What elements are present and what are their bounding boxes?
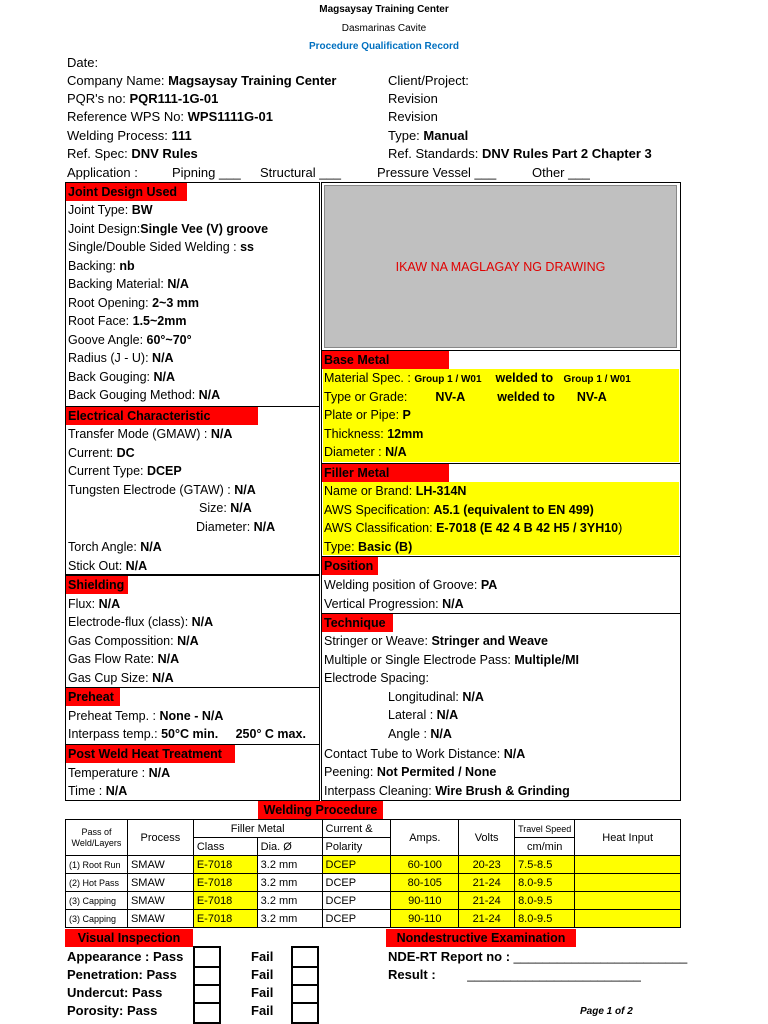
back-gouging-method-row: Back Gouging Method: N/A xyxy=(68,388,221,402)
lateral-row: Lateral : N/A xyxy=(388,708,459,722)
drawing-placeholder xyxy=(324,185,677,348)
table-row xyxy=(66,892,681,910)
pwht-title: Post Weld Heat Treatment xyxy=(66,745,235,763)
cell-polarity: DCEP xyxy=(322,892,391,910)
angle-row: Angle : N/A xyxy=(388,727,452,741)
porosity-fail-checkbox[interactable] xyxy=(291,1002,319,1024)
type-grade-row: Type or Grade: NV-A welded to NV-A xyxy=(324,390,607,404)
base-metal-section xyxy=(321,350,681,464)
document-title: Procedure Qualification Record xyxy=(308,41,460,52)
cell-process: SMAW xyxy=(127,910,193,928)
penetration-pass-label: Penetration: Pass xyxy=(67,967,177,982)
header-location: Dasmarinas Cavite xyxy=(341,23,427,34)
aws-classification-row: AWS Classification: E-7018 (E 42 4 B 42 H5 / 3YH10) xyxy=(324,521,623,535)
appearance-fail-checkbox[interactable] xyxy=(291,946,319,968)
header-process: Process xyxy=(127,820,193,856)
appearance-pass-label: Appearance : Pass xyxy=(67,949,184,964)
stringer-weave-row: Stringer or Weave: Stringer and Weave xyxy=(324,634,548,648)
cell-dia: 3.2 mm xyxy=(257,892,322,910)
cell-amps: 90-110 xyxy=(391,892,459,910)
root-face-row: Root Face: 1.5~2mm xyxy=(68,314,187,328)
flux-row: Flux: N/A xyxy=(68,597,121,611)
interpass-cleaning-row: Interpass Cleaning: Wire Brush & Grinding xyxy=(324,784,570,798)
cell-pass: (1) Root Run xyxy=(66,856,128,874)
groove-angle-row: Goove Angle: 60°~70° xyxy=(68,333,192,347)
application-label: Application : xyxy=(67,165,138,180)
type-row: Type: Manual xyxy=(388,128,469,143)
ref-standards-row: Ref. Standards: DNV Rules Part 2 Chapter 3 xyxy=(388,146,652,161)
interpass-temp-row: Interpass temp.: 50°C min. 250° C max. xyxy=(68,727,306,741)
groove-position-row: Welding position of Groove: PA xyxy=(324,578,498,592)
cell-speed: 8.0-9.5 xyxy=(515,892,575,910)
penetration-fail-label: Fail xyxy=(251,967,274,982)
cell-dia: 3.2 mm xyxy=(257,856,322,874)
sided-welding-row: Single/Double Sided Welding : ss xyxy=(68,240,255,254)
cell-class: E-7018 xyxy=(193,874,257,892)
cell-heat xyxy=(575,874,681,892)
page-number: Page 1 of 2 xyxy=(580,1006,633,1017)
gas-cup-row: Gas Cup Size: N/A xyxy=(68,671,174,685)
transfer-mode-row: Transfer Mode (GMAW) : N/A xyxy=(68,427,233,441)
position-title: Position xyxy=(322,557,378,575)
undercut-pass-label: Undercut: Pass xyxy=(67,985,163,1000)
joint-type-row: Joint Type: BW xyxy=(68,203,153,217)
cell-speed: 8.0-9.5 xyxy=(515,874,575,892)
table-row xyxy=(66,856,681,874)
cell-class: E-7018 xyxy=(193,910,257,928)
preheat-temp-row: Preheat Temp. : None - N/A xyxy=(68,709,224,723)
cell-heat xyxy=(575,910,681,928)
cell-process: SMAW xyxy=(127,874,193,892)
header-volts: Volts xyxy=(459,820,515,856)
application-pressure-vessel: Pressure Vessel ___ xyxy=(377,165,497,180)
cell-heat xyxy=(575,856,681,874)
preheat-title: Preheat xyxy=(66,688,120,706)
application-structural: Structural ___ xyxy=(260,165,341,180)
reference-wps-row: Reference WPS No: WPS1111G-01 xyxy=(67,109,273,124)
client-project-label: Client/Project: xyxy=(388,73,469,88)
electrode-flux-row: Electrode-flux (class): N/A xyxy=(68,615,214,629)
vertical-progression-row: Vertical Progression: N/A xyxy=(324,597,464,611)
cell-volts: 21-24 xyxy=(459,910,515,928)
header-filler-metal: Filler Metal xyxy=(193,820,322,838)
header-pass: Pass of Weld/Layers xyxy=(66,820,128,856)
joint-design-section xyxy=(65,182,320,407)
filler-metal-section xyxy=(321,463,681,557)
current-row: Current: DC xyxy=(68,446,135,460)
appearance-pass-checkbox[interactable] xyxy=(193,946,221,968)
cell-pass: (2) Hot Pass xyxy=(66,874,128,892)
visual-inspection-title: Visual Inspection xyxy=(65,929,193,947)
peening-row: Peening: Not Permited / None xyxy=(324,765,497,779)
header-class: Class xyxy=(193,838,257,856)
root-opening-row: Root Opening: 2~3 mm xyxy=(68,296,199,310)
backing-material-row: Backing Material: N/A xyxy=(68,277,189,291)
revision-label-2: Revision xyxy=(388,109,438,124)
filler-metal-title: Filler Metal xyxy=(322,464,449,482)
electrode-size-row: Size: N/A xyxy=(199,501,252,515)
stick-out-row: Stick Out: N/A xyxy=(68,559,148,573)
company-name-row: Company Name: Magsaysay Training Center xyxy=(67,73,337,88)
porosity-pass-label: Porosity: Pass xyxy=(67,1003,158,1018)
plate-pipe-row: Plate or Pipe: P xyxy=(324,408,411,422)
table-row xyxy=(66,910,681,928)
cell-volts: 21-24 xyxy=(459,892,515,910)
table-row xyxy=(66,874,681,892)
drawing-section xyxy=(321,182,681,351)
position-section xyxy=(321,556,681,614)
header-company: Magsaysay Training Center xyxy=(319,4,449,15)
aws-specification-row: AWS Specification: A5.1 (equivalent to EN 499) xyxy=(324,503,594,517)
back-gouging-row: Back Gouging: N/A xyxy=(68,370,175,384)
thickness-row: Thickness: 12mm xyxy=(324,427,424,441)
header-amps: Amps. xyxy=(391,820,459,856)
revision-label-1: Revision xyxy=(388,91,438,106)
cell-speed: 7.5-8.5 xyxy=(515,856,575,874)
header-current: Current & xyxy=(322,820,391,838)
nde-title: Nondestructive Examination xyxy=(386,929,576,947)
nde-report-row: NDE-RT Report no : ________________________ xyxy=(388,949,688,964)
porosity-pass-checkbox[interactable] xyxy=(193,1002,221,1024)
cell-polarity: DCEP xyxy=(322,910,391,928)
contact-tube-row: Contact Tube to Work Distance: N/A xyxy=(324,747,526,761)
cell-process: SMAW xyxy=(127,892,193,910)
drawing-placeholder-text: IKAW NA MAGLAGAY NG DRAWING xyxy=(395,260,606,274)
shielding-section xyxy=(65,575,320,688)
gas-flow-row: Gas Flow Rate: N/A xyxy=(68,652,180,666)
filler-type-row: Type: Basic (B) xyxy=(324,540,413,554)
gas-composition-row: Gas Compossition: N/A xyxy=(68,634,199,648)
cell-amps: 80-105 xyxy=(391,874,459,892)
cell-speed: 8.0-9.5 xyxy=(515,910,575,928)
pwht-section xyxy=(65,744,320,801)
cell-pass: (3) Capping xyxy=(66,892,128,910)
cell-dia: 3.2 mm xyxy=(257,910,322,928)
cell-class: E-7018 xyxy=(193,856,257,874)
electrode-diameter-row: Diameter: N/A xyxy=(196,520,276,534)
cell-amps: 60-100 xyxy=(391,856,459,874)
header-travel-speed: Travel Speed xyxy=(515,820,575,838)
backing-row: Backing: nb xyxy=(68,259,135,273)
technique-title: Technique xyxy=(322,614,393,632)
material-spec-row: Material Spec. : Group 1 / W01 welded to Group 1 / W01 xyxy=(324,371,631,385)
pwht-temperature-row: Temperature : N/A xyxy=(68,766,171,780)
radius-row: Radius (J - U): N/A xyxy=(68,351,174,365)
welding-process-row: Welding Process: 111 xyxy=(67,128,192,143)
header-dia: Dia. Ø xyxy=(257,838,322,856)
preheat-section xyxy=(65,687,320,745)
date-label: Date: xyxy=(67,55,99,70)
cell-amps: 90-110 xyxy=(391,910,459,928)
shielding-title: Shielding xyxy=(66,576,128,594)
application-other: Other ___ xyxy=(532,165,590,180)
cell-pass: (3) Capping xyxy=(66,910,128,928)
cell-volts: 20-23 xyxy=(459,856,515,874)
torch-angle-row: Torch Angle: N/A xyxy=(68,540,162,554)
welding-procedure-table xyxy=(65,819,681,928)
cell-process: SMAW xyxy=(127,856,193,874)
longitudinal-row: Longitudinal: N/A xyxy=(388,690,484,704)
technique-section xyxy=(321,613,681,801)
cell-polarity: DCEP xyxy=(322,874,391,892)
base-diameter-row: Diameter : N/A xyxy=(324,445,407,459)
nde-result-row: Result : ________________________ xyxy=(388,967,641,982)
table-header-row-1 xyxy=(66,820,681,838)
multiple-single-row: Multiple or Single Electrode Pass: Multiple/MI xyxy=(324,653,579,667)
appearance-fail-label: Fail xyxy=(251,949,274,964)
header-heat-input: Heat Input xyxy=(575,820,681,856)
brand-row: Name or Brand: LH-314N xyxy=(324,484,467,498)
undercut-fail-label: Fail xyxy=(251,985,274,1000)
header-travel-unit: cm/min xyxy=(515,838,575,856)
header-polarity: Polarity xyxy=(322,838,391,856)
current-type-row: Current Type: DCEP xyxy=(68,464,182,478)
joint-design-row: Joint Design:Single Vee (V) groove xyxy=(68,222,269,236)
welding-procedure-title: Welding Procedure xyxy=(258,801,383,819)
electrode-spacing-label: Electrode Spacing: xyxy=(324,671,429,685)
cell-heat xyxy=(575,892,681,910)
electrical-title: Electrical Characteristic xyxy=(66,407,258,425)
base-metal-title: Base Metal xyxy=(322,351,449,369)
application-piping: Pipning ___ xyxy=(172,165,241,180)
cell-dia: 3.2 mm xyxy=(257,874,322,892)
pqr-number-row: PQR's no: PQR111-1G-01 xyxy=(67,91,219,106)
ref-spec-row: Ref. Spec: DNV Rules xyxy=(67,146,198,161)
pwht-time-row: Time : N/A xyxy=(68,784,128,798)
joint-design-title: Joint Design Used xyxy=(66,183,187,201)
cell-class: E-7018 xyxy=(193,892,257,910)
porosity-fail-label: Fail xyxy=(251,1003,274,1018)
tungsten-electrode-row: Tungsten Electrode (GTAW) : N/A xyxy=(68,483,256,497)
cell-volts: 21-24 xyxy=(459,874,515,892)
cell-polarity: DCEP xyxy=(322,856,391,874)
electrical-section xyxy=(65,406,320,575)
